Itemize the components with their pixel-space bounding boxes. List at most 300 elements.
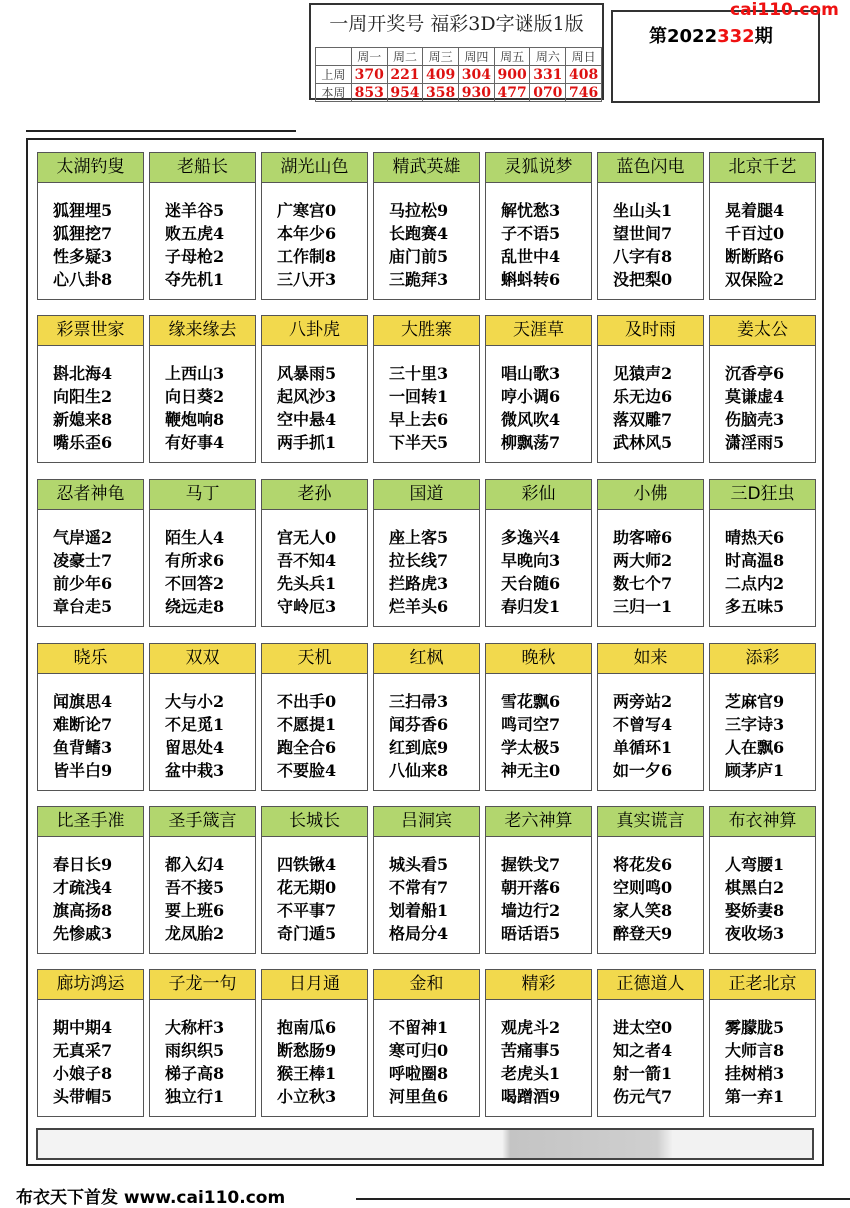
riddle-line: 向阳生2 (53, 387, 113, 406)
card-title: 布衣神算 (710, 807, 815, 837)
riddle-line: 迷羊谷5 (165, 201, 225, 220)
day-header-row (316, 48, 602, 66)
riddle-line: 见猿声2 (613, 364, 673, 383)
riddle-line: 柳飘荡7 (501, 433, 561, 452)
riddle-line: 留思处4 (165, 738, 225, 757)
draw-number: 221 (387, 66, 423, 84)
riddle-line: 吾不接5 (165, 878, 225, 897)
riddle-card (485, 315, 592, 463)
riddle-line: 大称杆3 (165, 1018, 225, 1037)
riddle-line: 棋黑白2 (725, 878, 785, 897)
day-cell: 周五 (494, 48, 530, 66)
riddle-line: 顾茅庐1 (725, 761, 785, 780)
card-body (38, 346, 143, 454)
riddle-line: 不出手0 (277, 692, 337, 711)
card-title: 湖光山色 (262, 153, 367, 183)
card-title: 晓乐 (38, 644, 143, 674)
card-title: 忍者神龟 (38, 480, 143, 510)
riddle-line: 花无期0 (277, 878, 337, 897)
riddle-line: 前少年6 (53, 574, 113, 593)
riddle-line: 早上去6 (389, 410, 449, 429)
riddle-line: 拦路虎3 (389, 574, 449, 593)
day-cell: 周六 (530, 48, 566, 66)
riddle-line: 无真采7 (53, 1041, 113, 1060)
riddle-line: 头带帽5 (53, 1087, 113, 1106)
card-title: 正老北京 (710, 970, 815, 1000)
card-body (486, 510, 591, 618)
riddle-card (597, 479, 704, 627)
riddle-line: 多逸兴4 (501, 528, 561, 547)
riddle-line: 皆半白9 (53, 761, 113, 780)
riddle-card (261, 643, 368, 791)
card-body (598, 1000, 703, 1108)
riddle-line: 助客啼6 (613, 528, 673, 547)
card-title: 如来 (598, 644, 703, 674)
riddle-line: 断断路6 (725, 247, 785, 266)
riddle-line: 三八开3 (277, 270, 337, 289)
card-title: 晚秋 (486, 644, 591, 674)
card-body (38, 837, 143, 945)
day-cell: 周一 (351, 48, 387, 66)
riddle-line: 要上班6 (165, 901, 225, 920)
riddle-line: 烂羊头6 (389, 597, 449, 616)
card-title: 马丁 (150, 480, 255, 510)
riddle-line: 伤脑壳3 (725, 410, 785, 429)
riddle-line: 三十里3 (389, 364, 449, 383)
riddle-line: 朝开落6 (501, 878, 561, 897)
riddle-line: 狐狸埋5 (53, 201, 113, 220)
riddle-line: 难断论7 (53, 715, 113, 734)
card-title: 大胜寨 (374, 316, 479, 346)
riddle-card (485, 152, 592, 300)
riddle-line: 工作制8 (277, 247, 337, 266)
riddle-line: 河里鱼6 (389, 1087, 449, 1106)
riddle-line: 进太空0 (613, 1018, 673, 1037)
draw-number: 304 (459, 66, 495, 84)
riddle-line: 莫谦虚4 (725, 387, 785, 406)
riddle-line: 单循环1 (613, 738, 673, 757)
card-body (374, 837, 479, 945)
card-body (150, 674, 255, 782)
card-body (598, 510, 703, 618)
divider (26, 130, 296, 132)
riddle-line: 不回答2 (165, 574, 225, 593)
day-cell: 周四 (459, 48, 495, 66)
card-body (486, 183, 591, 291)
riddle-card (37, 152, 144, 300)
card-title: 廊坊鸿运 (38, 970, 143, 1000)
card-body (374, 510, 479, 618)
riddle-line: 乱世中4 (501, 247, 561, 266)
draw-number: 930 (459, 84, 495, 102)
riddle-line: 座上客5 (389, 528, 449, 547)
riddle-line: 潇淫雨5 (725, 433, 785, 452)
card-body (374, 674, 479, 782)
riddle-line: 知之者4 (613, 1041, 673, 1060)
riddle-line: 八字有8 (613, 247, 673, 266)
riddle-card (485, 969, 592, 1117)
draw-number: 358 (423, 84, 459, 102)
card-title: 及时雨 (598, 316, 703, 346)
card-title: 精武英雄 (374, 153, 479, 183)
riddle-line: 沉香亭6 (725, 364, 785, 383)
card-title: 姜太公 (710, 316, 815, 346)
period-panel (611, 10, 820, 103)
card-body (486, 837, 591, 945)
riddle-line: 子母枪2 (165, 247, 225, 266)
riddle-card (709, 969, 816, 1117)
last-week-row (316, 66, 602, 84)
riddle-line: 人弯腰1 (725, 855, 785, 874)
riddle-card (597, 315, 704, 463)
card-title: 真实谎言 (598, 807, 703, 837)
draw-number: 409 (423, 66, 459, 84)
card-title: 老六神算 (486, 807, 591, 837)
riddle-line: 败五虎4 (165, 224, 225, 243)
riddle-line: 子不语5 (501, 224, 561, 243)
riddle-line: 龙凤胎2 (165, 924, 225, 943)
riddle-line: 凌豪士7 (53, 551, 113, 570)
riddle-line: 下半天5 (389, 433, 449, 452)
riddle-line: 气岸遥2 (53, 528, 113, 547)
card-title: 老孙 (262, 480, 367, 510)
card-body (598, 674, 703, 782)
riddle-line: 庙门前5 (389, 247, 449, 266)
riddle-line: 马拉松9 (389, 201, 449, 220)
riddle-card (261, 806, 368, 954)
card-title: 彩票世家 (38, 316, 143, 346)
riddle-line: 芝麻官9 (725, 692, 785, 711)
period-label (649, 22, 773, 48)
riddle-line: 望世间7 (613, 224, 673, 243)
riddle-line: 有所求6 (165, 551, 225, 570)
riddle-card (261, 479, 368, 627)
draw-number: 900 (494, 66, 530, 84)
day-cell: 周二 (387, 48, 423, 66)
card-body (710, 510, 815, 618)
riddle-line: 鱼背鳍3 (53, 738, 113, 757)
riddle-line: 寒可归0 (389, 1041, 449, 1060)
riddle-line: 喝蹭酒9 (501, 1087, 561, 1106)
riddle-line: 晴热天6 (725, 528, 785, 547)
card-title: 比圣手准 (38, 807, 143, 837)
card-title: 添彩 (710, 644, 815, 674)
riddle-line: 格局分4 (389, 924, 449, 943)
site-watermark: cai110.com (730, 0, 839, 20)
riddle-line: 老虎头1 (501, 1064, 561, 1083)
card-body (262, 346, 367, 454)
card-body (710, 837, 815, 945)
riddle-line: 二点内2 (725, 574, 785, 593)
riddle-line: 雾朦胧5 (725, 1018, 785, 1037)
riddle-line: 数七个7 (613, 574, 673, 593)
riddle-line: 两大师2 (613, 551, 673, 570)
riddle-line: 鸣司空7 (501, 715, 561, 734)
card-body (262, 1000, 367, 1108)
card-title: 小佛 (598, 480, 703, 510)
riddle-line: 第一弃1 (725, 1087, 785, 1106)
riddle-line: 早晚向3 (501, 551, 561, 570)
riddle-line: 多五味5 (725, 597, 785, 616)
panel-title: 一周开奖号 福彩3D字谜版1版 (329, 13, 584, 35)
riddle-line: 小立秋3 (277, 1087, 337, 1106)
riddle-line: 红到底9 (389, 738, 449, 757)
riddle-card (261, 315, 368, 463)
draw-number: 477 (494, 84, 530, 102)
riddle-card (597, 643, 704, 791)
draw-number: 853 (351, 84, 387, 102)
card-body (598, 183, 703, 291)
card-title: 北京千艺 (710, 153, 815, 183)
card-body (710, 183, 815, 291)
riddle-line: 划着船1 (389, 901, 449, 920)
card-body (486, 1000, 591, 1108)
card-title: 灵狐说梦 (486, 153, 591, 183)
riddle-line: 才疏浅4 (53, 878, 113, 897)
riddle-line: 春归发1 (501, 597, 561, 616)
card-title: 天涯草 (486, 316, 591, 346)
riddle-line: 天台随6 (501, 574, 561, 593)
riddle-line: 醉登天9 (613, 924, 673, 943)
riddle-line: 梯子高8 (165, 1064, 225, 1083)
this-week-row (316, 84, 602, 102)
card-body (38, 674, 143, 782)
riddle-line: 呼啦圈8 (389, 1064, 449, 1083)
riddle-card (485, 479, 592, 627)
card-body (710, 674, 815, 782)
riddle-line: 风暴雨5 (277, 364, 337, 383)
card-title: 天机 (262, 644, 367, 674)
riddle-card (37, 643, 144, 791)
riddle-card (37, 806, 144, 954)
riddle-line: 时高温8 (725, 551, 785, 570)
riddle-line: 三归一1 (613, 597, 673, 616)
riddle-card (597, 806, 704, 954)
riddle-card (149, 806, 256, 954)
card-body (38, 183, 143, 291)
riddle-line: 不常有7 (389, 878, 449, 897)
card-body (710, 1000, 815, 1108)
riddle-line: 拉长线7 (389, 551, 449, 570)
riddle-line: 晤话语5 (501, 924, 561, 943)
riddle-line: 落双雕7 (613, 410, 673, 429)
riddle-card (37, 479, 144, 627)
riddle-line: 夺先机1 (165, 270, 225, 289)
row-label: 上周 (316, 66, 352, 84)
riddle-line: 跑全合6 (277, 738, 337, 757)
riddle-line: 奇门遁5 (277, 924, 337, 943)
riddle-card (373, 315, 480, 463)
card-body (374, 1000, 479, 1108)
riddle-card (709, 643, 816, 791)
riddle-line: 上西山3 (165, 364, 225, 383)
riddle-line: 新媳来8 (53, 410, 113, 429)
card-title: 金和 (374, 970, 479, 1000)
riddle-line: 都入幻4 (165, 855, 225, 874)
riddle-line: 学太极5 (501, 738, 561, 757)
riddle-line: 挂树梢3 (725, 1064, 785, 1083)
card-body (262, 837, 367, 945)
weekly-draw-panel (309, 3, 604, 100)
riddle-line: 八仙来8 (389, 761, 449, 780)
riddle-line: 墙边行2 (501, 901, 561, 920)
card-title: 圣手箴言 (150, 807, 255, 837)
riddle-line: 春日长9 (53, 855, 113, 874)
footer-divider (356, 1198, 850, 1200)
riddle-line: 晃着腿4 (725, 201, 785, 220)
riddle-line: 神无主0 (501, 761, 561, 780)
riddle-line: 人在飘6 (725, 738, 785, 757)
riddle-card (37, 315, 144, 463)
card-body (374, 346, 479, 454)
riddle-line: 狐狸挖7 (53, 224, 113, 243)
riddle-line: 断愁肠9 (277, 1041, 337, 1060)
riddle-line: 鞭炮响8 (165, 410, 225, 429)
riddle-line: 三扫帚3 (389, 692, 449, 711)
riddle-line: 没把梨0 (613, 270, 673, 289)
card-title: 彩仙 (486, 480, 591, 510)
card-body (38, 1000, 143, 1108)
period-prefix: 第2022 (649, 26, 718, 47)
riddle-line: 解忧愁3 (501, 201, 561, 220)
riddle-line: 盆中栽3 (165, 761, 225, 780)
card-title: 日月通 (262, 970, 367, 1000)
riddle-card (373, 643, 480, 791)
weekly-draw-table (315, 47, 602, 102)
riddle-line: 千百过0 (725, 224, 785, 243)
riddle-line: 性多疑3 (53, 247, 113, 266)
card-body (262, 183, 367, 291)
riddle-line: 夜收场3 (725, 924, 785, 943)
card-body (150, 837, 255, 945)
riddle-line: 猴王棒1 (277, 1064, 337, 1083)
card-body (374, 183, 479, 291)
riddle-line: 不留神1 (389, 1018, 449, 1037)
riddle-line: 双保险2 (725, 270, 785, 289)
riddle-line: 独立行1 (165, 1087, 225, 1106)
card-title: 红枫 (374, 644, 479, 674)
riddle-card (373, 969, 480, 1117)
riddle-line: 三字诗3 (725, 715, 785, 734)
riddle-card (149, 969, 256, 1117)
card-title: 国道 (374, 480, 479, 510)
riddle-line: 家人笑8 (613, 901, 673, 920)
riddle-card (261, 152, 368, 300)
riddle-line: 观虎斗2 (501, 1018, 561, 1037)
card-title: 老船长 (150, 153, 255, 183)
riddle-card (149, 152, 256, 300)
riddle-line: 陌生人4 (165, 528, 225, 547)
riddle-line: 先惨戚3 (53, 924, 113, 943)
card-body (150, 183, 255, 291)
riddle-line: 抱南瓜6 (277, 1018, 337, 1037)
riddle-line: 三跪拜3 (389, 270, 449, 289)
card-body (262, 674, 367, 782)
riddle-card (373, 806, 480, 954)
card-body (38, 510, 143, 618)
riddle-line: 将花发6 (613, 855, 673, 874)
riddle-line: 长跑赛4 (389, 224, 449, 243)
card-body (486, 346, 591, 454)
riddle-line: 蝌蚪转6 (501, 270, 561, 289)
corner-cell (316, 48, 352, 66)
draw-number: 070 (530, 84, 566, 102)
card-body (486, 674, 591, 782)
card-title: 太湖钓叟 (38, 153, 143, 183)
riddle-line: 哼小调6 (501, 387, 561, 406)
riddle-line: 空则鸣0 (613, 878, 673, 897)
row-label: 本周 (316, 84, 352, 102)
riddle-line: 伤元气7 (613, 1087, 673, 1106)
card-title: 双双 (150, 644, 255, 674)
riddle-line: 守岭厄3 (277, 597, 337, 616)
draw-number: 370 (351, 66, 387, 84)
card-body (710, 346, 815, 454)
riddle-line: 唱山歌3 (501, 364, 561, 383)
riddle-line: 吾不知4 (277, 551, 337, 570)
riddle-card (149, 643, 256, 791)
riddle-line: 小娘子8 (53, 1064, 113, 1083)
riddle-line: 闻芬香6 (389, 715, 449, 734)
card-title: 正德道人 (598, 970, 703, 1000)
riddle-line: 绕远走8 (165, 597, 225, 616)
footer-bar (36, 1128, 814, 1160)
riddle-card (149, 479, 256, 627)
riddle-card (149, 315, 256, 463)
riddle-line: 闻旗思4 (53, 692, 113, 711)
riddle-card (373, 152, 480, 300)
riddle-line: 城头看5 (389, 855, 449, 874)
riddle-card (709, 806, 816, 954)
riddle-card (597, 969, 704, 1117)
card-title: 吕洞宾 (374, 807, 479, 837)
card-title: 长城长 (262, 807, 367, 837)
riddle-line: 握铁戈7 (501, 855, 561, 874)
footer-text: 布衣天下首发 www.cai110.com (16, 1188, 286, 1208)
riddle-line: 娶娇妻8 (725, 901, 785, 920)
draw-number: 408 (566, 66, 602, 84)
riddle-line: 期中期4 (53, 1018, 113, 1037)
riddle-line: 有好事4 (165, 433, 225, 452)
riddle-line: 不平事7 (277, 901, 337, 920)
riddle-line: 武林风5 (613, 433, 673, 452)
card-title: 缘来缘去 (150, 316, 255, 346)
riddle-line: 两旁站2 (613, 692, 673, 711)
draw-number: 746 (566, 84, 602, 102)
riddle-line: 空中悬4 (277, 410, 337, 429)
riddle-line: 射一箭1 (613, 1064, 673, 1083)
riddle-card (261, 969, 368, 1117)
draw-number: 954 (387, 84, 423, 102)
riddle-card (37, 969, 144, 1117)
riddle-line: 旗高扬8 (53, 901, 113, 920)
card-body (598, 346, 703, 454)
card-title: 八卦虎 (262, 316, 367, 346)
riddle-line: 章台走5 (53, 597, 113, 616)
riddle-line: 如一夕6 (613, 761, 673, 780)
riddle-line: 乐无边6 (613, 387, 673, 406)
riddle-line: 坐山头1 (613, 201, 673, 220)
riddle-line: 四铁锹4 (277, 855, 337, 874)
card-body (150, 1000, 255, 1108)
riddle-card (709, 315, 816, 463)
riddle-card (485, 643, 592, 791)
riddle-line: 大师言8 (725, 1041, 785, 1060)
riddle-line: 本年少6 (277, 224, 337, 243)
draw-number: 331 (530, 66, 566, 84)
riddle-line: 不愿提1 (277, 715, 337, 734)
riddle-line: 向日葵2 (165, 387, 225, 406)
